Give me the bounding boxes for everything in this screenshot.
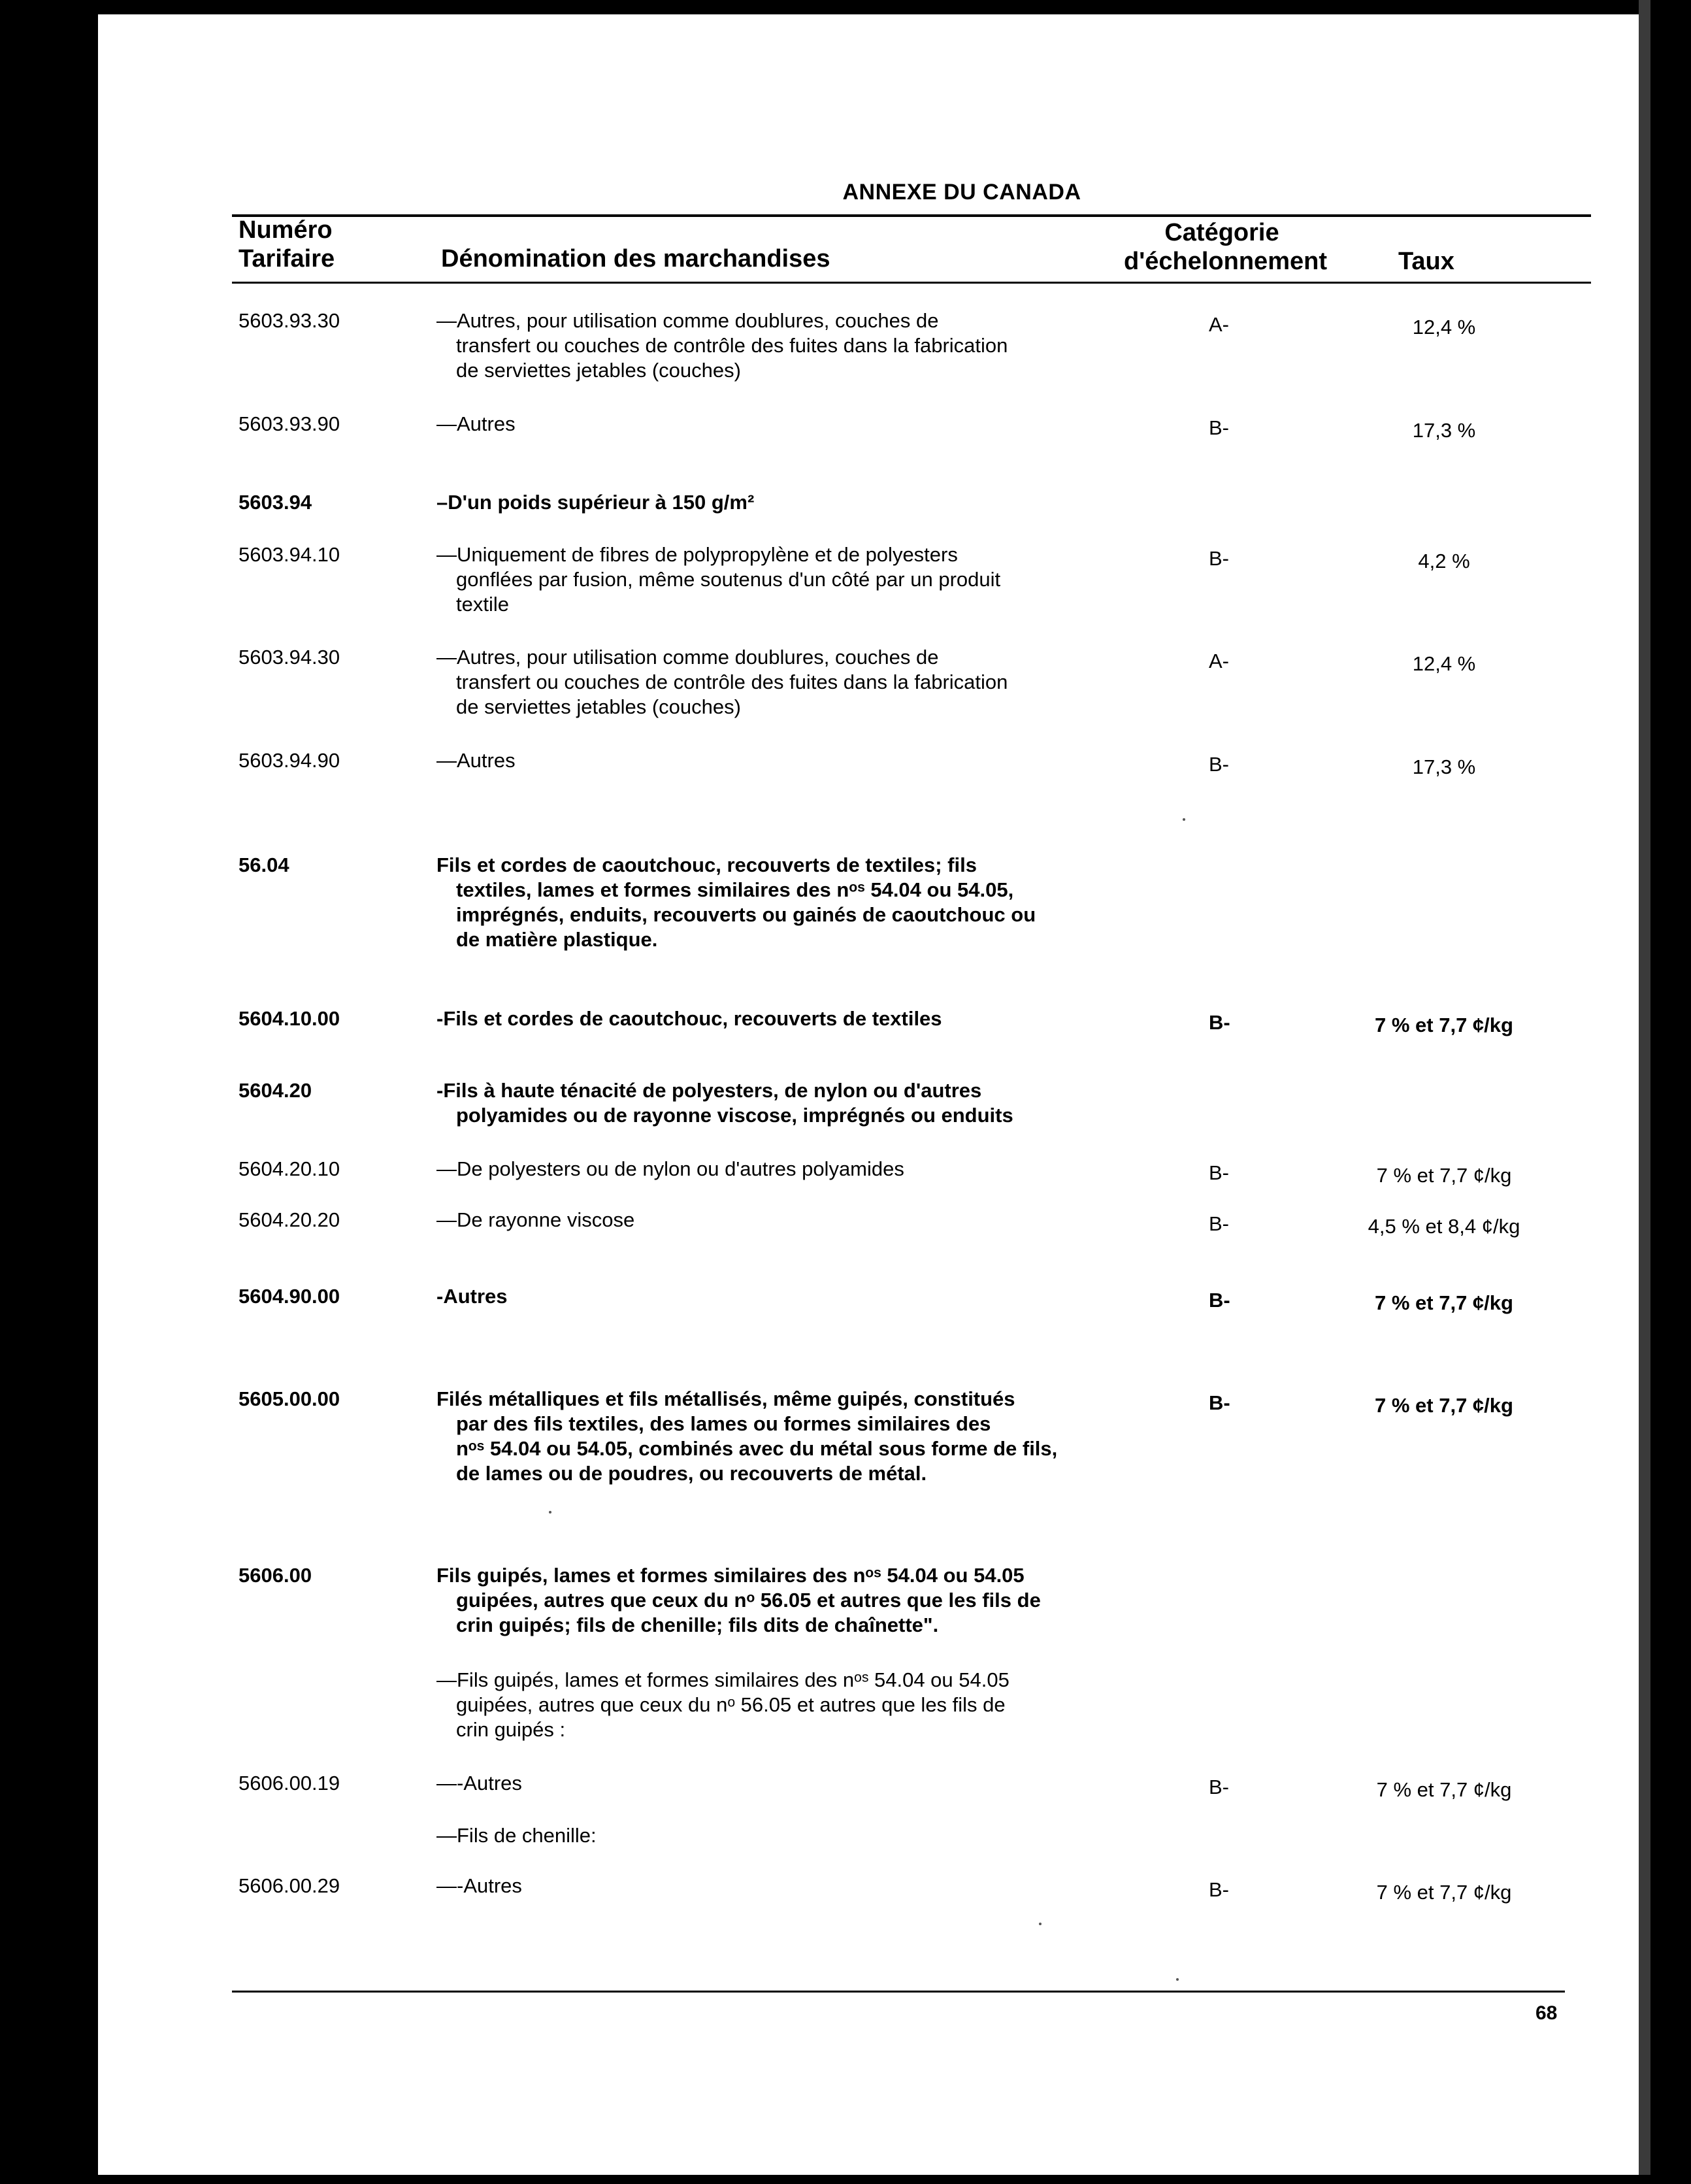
- staging-category: B-: [1209, 1878, 1229, 1901]
- tariff-code: 5603.94: [238, 491, 312, 514]
- goods-description-line: de lames ou de poudres, ou recouverts de métal.: [456, 1462, 927, 1485]
- tariff-code: 5603.94.90: [238, 749, 340, 772]
- footer-rule: [232, 1991, 1565, 1993]
- staging-category: A-: [1209, 313, 1229, 336]
- tariff-code: 5603.94.10: [238, 543, 340, 566]
- goods-description-line: crin guipés :: [456, 1718, 566, 1741]
- tariff-code: 5604.20.20: [238, 1208, 340, 1231]
- tariff-code: 5606.00.29: [238, 1874, 340, 1897]
- scan-speck: [1176, 1978, 1179, 1981]
- goods-description-line: —Autres: [436, 749, 516, 772]
- staging-category: B-: [1209, 1391, 1230, 1414]
- page-number: 68: [1535, 2002, 1558, 2024]
- goods-description: [436, 645, 1175, 720]
- column-header-categorie: [1124, 218, 1327, 276]
- goods-description-line: transfert ou couches de contrôle des fuites dans la fabrication: [456, 334, 1008, 357]
- goods-description-line: —Fils de chenille:: [436, 1824, 597, 1847]
- goods-description-line: nᵒˢ 54.04 ou 54.05, combinés avec du métal sous forme de fils,: [456, 1437, 1058, 1460]
- duty-rate: 12,4 %: [1412, 652, 1476, 675]
- column-header-categorie-line1: Catégorie: [1164, 219, 1279, 246]
- goods-description-line: -Fils et cordes de caoutchouc, recouverts de textiles: [436, 1007, 942, 1030]
- tariff-code: 5603.93.30: [238, 309, 340, 332]
- document-page: [98, 14, 1639, 2175]
- goods-description: [436, 1208, 1175, 1233]
- goods-description: [436, 1284, 1175, 1309]
- duty-rate: 7 % et 7,7 ¢/kg: [1376, 1881, 1512, 1904]
- goods-description-line: textiles, lames et formes similaires des nᵒˢ 54.04 ou 54.05,: [456, 878, 1014, 901]
- goods-description: [436, 1563, 1175, 1638]
- header-rule-top: [232, 214, 1591, 217]
- column-header-numero: [238, 216, 335, 273]
- tariff-code: 5604.20.10: [238, 1157, 340, 1180]
- staging-category: B-: [1209, 753, 1229, 776]
- tariff-code: 5605.00.00: [238, 1387, 340, 1410]
- tariff-code: 5603.93.90: [238, 412, 340, 435]
- goods-description: [436, 542, 1175, 617]
- tariff-code: 5604.10.00: [238, 1007, 340, 1030]
- scan-edge-bottom: [0, 2175, 1691, 2184]
- goods-description-line: gonflées par fusion, même soutenus d'un côté par un produit: [456, 568, 1001, 591]
- tariff-code: 5604.90.00: [238, 1285, 340, 1308]
- goods-description-line: —Fils guipés, lames et formes similaires des nᵒˢ 54.04 ou 54.05: [436, 1668, 1010, 1691]
- column-header-numero-line1: Numéro: [238, 216, 333, 244]
- staging-category: B-: [1209, 1212, 1229, 1235]
- goods-description-line: de matière plastique.: [456, 928, 658, 951]
- scan-speck: [1039, 1923, 1042, 1925]
- scan-edge-left: [0, 0, 98, 2184]
- tariff-code: 5606.00: [238, 1564, 312, 1587]
- goods-description: [436, 748, 1175, 773]
- goods-description-line: imprégnés, enduits, recouverts ou gainés de caoutchouc ou: [456, 903, 1036, 926]
- goods-description-line: —Autres, pour utilisation comme doublures, couches de: [436, 309, 939, 332]
- header-rule-bottom: [232, 282, 1591, 284]
- column-header-numero-line2: Tarifaire: [238, 245, 335, 273]
- page-title: ANNEXE DU CANADA: [842, 180, 1081, 205]
- scan-edge-top: [0, 0, 1691, 14]
- goods-description-line: —-Autres: [436, 1772, 522, 1795]
- duty-rate: 12,4 %: [1412, 316, 1476, 339]
- goods-description: [436, 1874, 1175, 1898]
- goods-description-line: -Fils à haute ténacité de polyesters, de nylon ou d'autres: [436, 1079, 982, 1102]
- goods-description-line: crin guipés; fils de chenille; fils dits de chaînette".: [456, 1613, 939, 1636]
- duty-rate: 4,2 %: [1418, 550, 1470, 572]
- goods-description-line: —Autres: [436, 412, 516, 435]
- goods-description-line: -Autres: [436, 1285, 508, 1308]
- goods-description-line: polyamides ou de rayonne viscose, imprégnés ou enduits: [456, 1104, 1013, 1127]
- staging-category: B-: [1209, 1161, 1229, 1184]
- goods-description: [436, 1668, 1175, 1742]
- goods-description: [436, 490, 1175, 515]
- duty-rate: 17,3 %: [1412, 755, 1476, 778]
- goods-description-line: —Uniquement de fibres de polypropylène et de polyesters: [436, 543, 958, 566]
- scan-edge-right-shadow: [1639, 0, 1650, 2184]
- goods-description-line: guipées, autres que ceux du nᵒ 56.05 et autres que les fils de: [456, 1589, 1041, 1612]
- goods-description-line: —Autres, pour utilisation comme doublures, couches de: [436, 646, 939, 669]
- goods-description-line: de serviettes jetables (couches): [456, 359, 741, 382]
- goods-description-line: Fils et cordes de caoutchouc, recouverts de textiles; fils: [436, 853, 977, 876]
- duty-rate: 7 % et 7,7 ¢/kg: [1376, 1164, 1512, 1187]
- goods-description: [436, 1006, 1175, 1031]
- column-header-categorie-line2: d'échelonnement: [1124, 248, 1327, 275]
- goods-description-line: de serviettes jetables (couches): [456, 695, 741, 718]
- goods-description-line: guipées, autres que ceux du nᵒ 56.05 et autres que les fils de: [456, 1693, 1006, 1716]
- goods-description-line: par des fils textiles, des lames ou formes similaires des: [456, 1412, 991, 1435]
- scan-speck: [549, 1511, 551, 1514]
- goods-description: [436, 412, 1175, 437]
- duty-rate: 17,3 %: [1412, 419, 1476, 442]
- duty-rate: 7 % et 7,7 ¢/kg: [1375, 1014, 1513, 1036]
- column-header-taux: Taux: [1398, 248, 1454, 275]
- staging-category: A-: [1209, 650, 1229, 672]
- staging-category: B-: [1209, 1011, 1230, 1034]
- goods-description-line: textile: [456, 593, 509, 616]
- duty-rate: 7 % et 7,7 ¢/kg: [1375, 1291, 1513, 1314]
- tariff-code: 56.04: [238, 853, 289, 876]
- goods-description-line: Filés métalliques et fils métallisés, même guipés, constitués: [436, 1387, 1015, 1410]
- goods-description: [436, 1387, 1175, 1486]
- goods-description-line: —-Autres: [436, 1874, 522, 1897]
- scan-edge-right: [1650, 0, 1691, 2184]
- duty-rate: 4,5 % et 8,4 ¢/kg: [1368, 1215, 1520, 1238]
- goods-description-line: —De rayonne viscose: [436, 1208, 635, 1231]
- goods-description-line: transfert ou couches de contrôle des fuites dans la fabrication: [456, 670, 1008, 693]
- goods-description-line: —De polyesters ou de nylon ou d'autres polyamides: [436, 1157, 904, 1180]
- goods-description: [436, 1157, 1175, 1182]
- goods-description: [436, 853, 1175, 952]
- goods-description: [436, 1078, 1175, 1128]
- column-header-denomination: Dénomination des marchandises: [441, 245, 830, 273]
- staging-category: B-: [1209, 547, 1229, 570]
- goods-description: [436, 1771, 1175, 1796]
- duty-rate: 7 % et 7,7 ¢/kg: [1375, 1394, 1513, 1417]
- goods-description: [436, 308, 1175, 383]
- duty-rate: 7 % et 7,7 ¢/kg: [1376, 1778, 1512, 1801]
- goods-description: [436, 1823, 1175, 1848]
- tariff-code: 5603.94.30: [238, 646, 340, 669]
- staging-category: B-: [1209, 1776, 1229, 1798]
- staging-category: B-: [1209, 416, 1229, 439]
- goods-description-line: Fils guipés, lames et formes similaires des nᵒˢ 54.04 ou 54.05: [436, 1564, 1025, 1587]
- tariff-code: 5606.00.19: [238, 1772, 340, 1795]
- goods-description-line: –D'un poids supérieur à 150 g/m²: [436, 491, 755, 514]
- tariff-code: 5604.20: [238, 1079, 312, 1102]
- scan-speck: [1183, 818, 1185, 821]
- staging-category: B-: [1209, 1289, 1230, 1312]
